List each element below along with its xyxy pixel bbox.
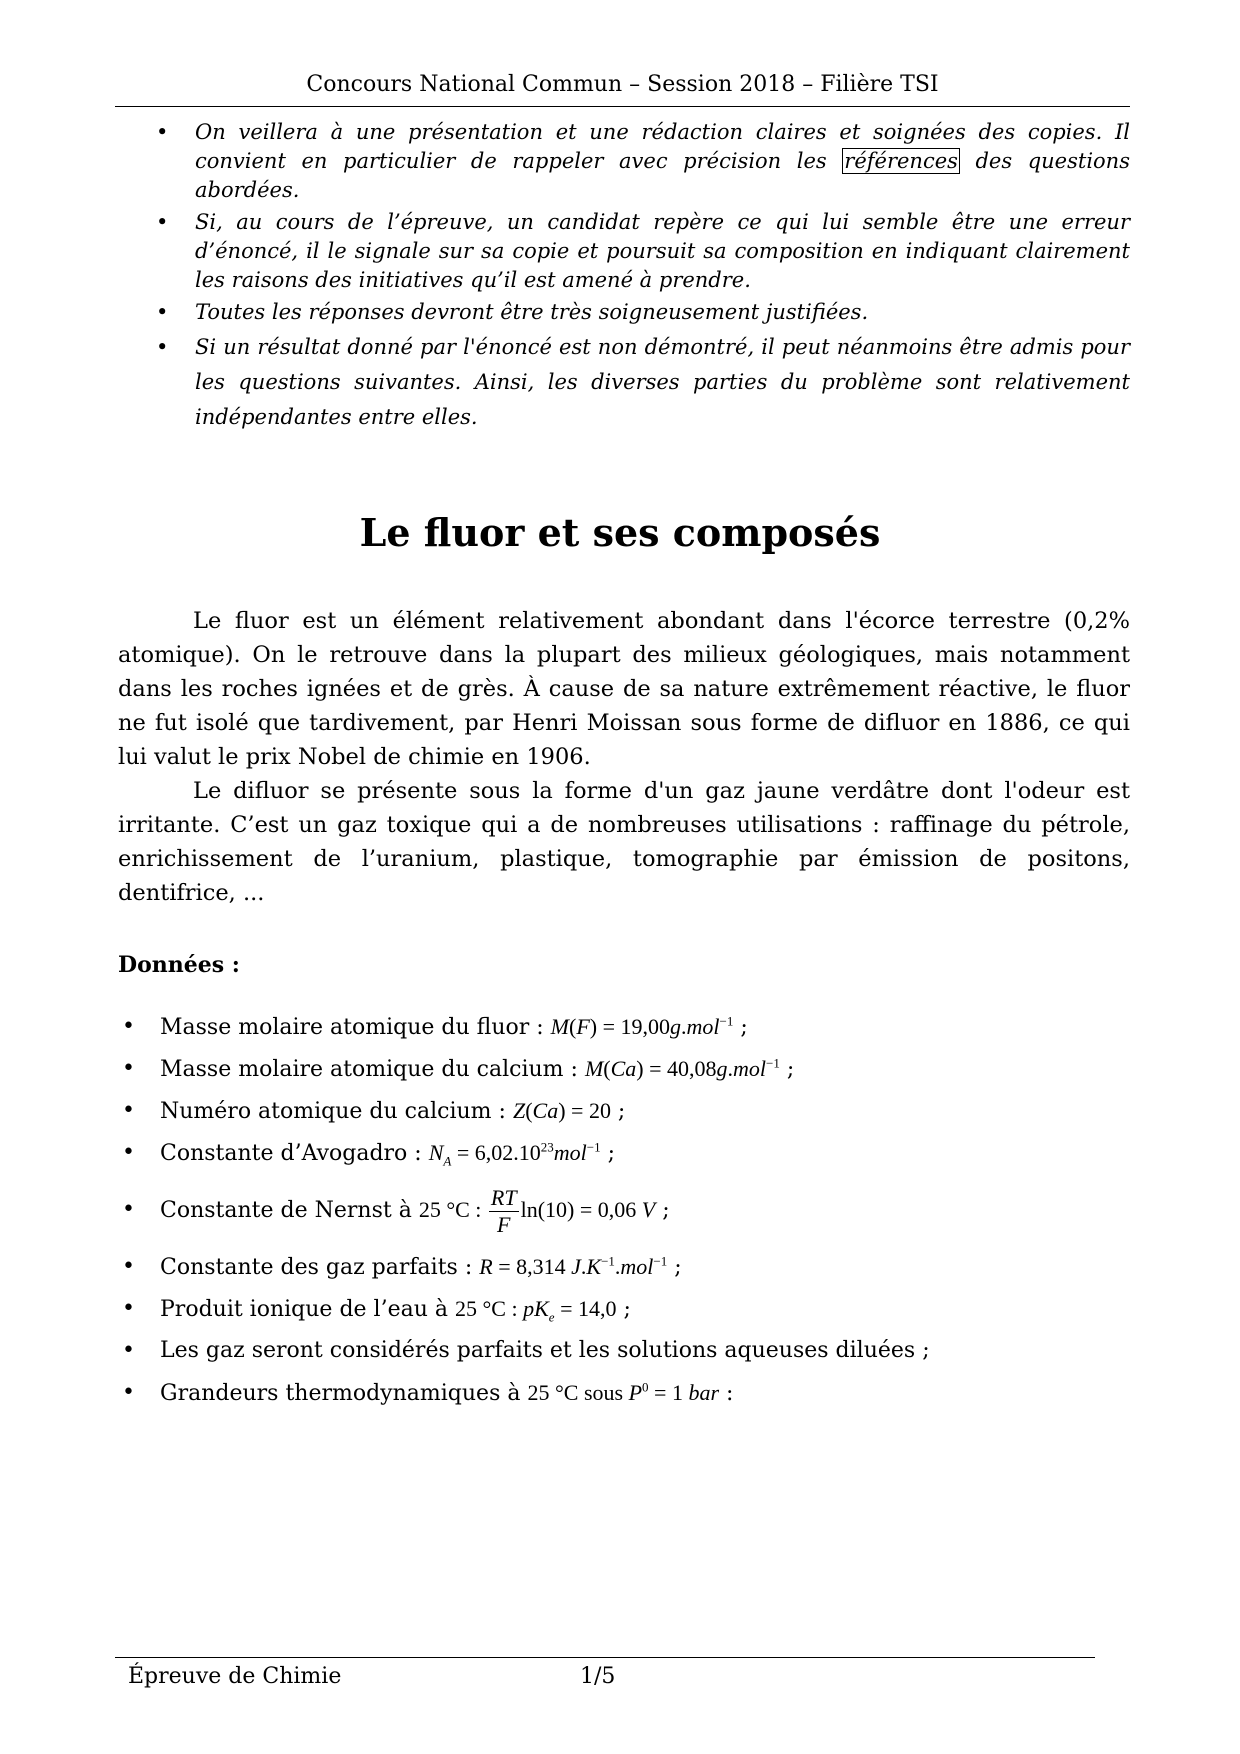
data-item-gas-constant: • Constante des gaz parfaits : R = 8,314 $J.K^{-1}.mol^{-1}$ ; — [118, 1246, 1130, 1288]
page-number: 1/5 — [580, 1664, 616, 1689]
footer-subject: Épreuve de Chimie — [128, 1664, 342, 1689]
intro-text — [118, 604, 1130, 910]
formula: M(F) = 19,00g.mol$^{-1}$ — [550, 1013, 734, 1039]
fraction: $\frac{RT}{F}$ — [490, 1185, 517, 1238]
data-item-water-ionic-product: • Produit ionique de l’eau à 25 °C : $pK_e = 14,0$ ; — [118, 1288, 1130, 1330]
formula: R = 8,314 $J.K^{-1}.mol^{-1}$ — [479, 1253, 668, 1279]
footer-rule — [115, 1657, 1095, 1658]
instruction-text: des questions abordées. — [195, 149, 1130, 202]
data-item-atomic-number-calcium: • Numéro atomique du calcium : Z(Ca) = 20 ; — [118, 1090, 1130, 1132]
page-title: Le fluor et ses composés — [359, 510, 881, 555]
instructions-list — [115, 118, 1130, 435]
formula: 25 °C : $\frac{RT}{F}$ ln(10) = 0,06 V — [418, 1185, 656, 1238]
formula: M(Ca) = 40,08g.mol$^{-1}$ — [584, 1055, 780, 1081]
data-item-assumption: • Les gaz seront considérés parfaits et les solutions aqueuses diluées ; — [118, 1330, 1130, 1372]
instruction-item: • Si, au cours de l’épreuve, un candidat repère ce qui lui semble être une erreur d’énoncé, il le signale sur sa copie et poursuit sa composition en indiquant clairement les raisons des initiatives qu’il est amené à prendre. — [115, 208, 1130, 295]
instruction-item: • Si un résultat donné par l'énoncé est non démontré, il peut néanmoins être admis pour les questions suivantes. Ainsi, les diverses parties du problème sont relativement indépendantes entre elles. — [115, 330, 1130, 435]
data-item-nernst: • Constante de Nernst à 25 °C : $\frac{RT}{F}$ ln(10) = 0,06 V ; — [118, 1174, 1130, 1246]
instruction-text: On veillera à une présentation et une rédaction claires et soignées des copies. Il convient en particulier de rappeler avec précision les — [195, 120, 1130, 173]
page-header: Concours National Commun – Session 2018 – Filière TSI — [306, 72, 939, 97]
formula: Z(Ca) = 20 — [512, 1098, 611, 1123]
paragraph: Le difluor se présente sous la forme d'un gaz jaune verdâtre dont l'odeur est irritante. C’est un gaz toxique qui a de nombreuses utilisations : raffinage du pétrole, enrichissement de l’uranium, plastique, tomographie par émission de positons, dentifrice, ... — [118, 778, 1130, 906]
data-item-thermo: • Grandeurs thermodynamiques à 25 °C sous $P^0 = 1$ bar : — [118, 1372, 1130, 1414]
data-heading: Données : — [118, 952, 240, 978]
formula: 25 °C sous $P^0 = 1$ bar — [527, 1379, 720, 1405]
boxed-word: références — [844, 149, 958, 173]
data-item-avogadro: • Constante d’Avogadro : $N_A = 6,02.10^{23}mol^{-1}$ ; — [118, 1132, 1130, 1174]
formula: $N_A = 6,02.10^{23}mol^{-1}$ — [428, 1139, 601, 1169]
instruction-item — [115, 118, 1130, 205]
formula: 25 °C : $pK_e = 14,0$ — [454, 1296, 617, 1325]
data-item-molar-mass-calcium: • Masse molaire atomique du calcium : M(Ca) = 40,08g.mol$^{-1}$ ; — [118, 1048, 1130, 1090]
instruction-item: • Toutes les réponses devront être très soigneusement justifiées. — [115, 298, 1130, 327]
header-rule — [115, 106, 1130, 107]
data-item-molar-mass-fluor: • Masse molaire atomique du fluor : M(F) = 19,00g.mol$^{-1}$ ; — [118, 1006, 1130, 1048]
data-list — [118, 1006, 1130, 1414]
paragraph: Le fluor est un élément relativement abondant dans l'écorce terrestre (0,2% atomique). On le retrouve dans la plupart des milieux géologiques, mais notamment dans les roches ignées et de grès. À cause de sa nature extrêmement réactive, le fluor ne fut isolé que tardivement, par Henri Moissan sous forme de difluor en 1886, ce qui lui valut le prix Nobel de chimie en 1906. — [118, 608, 1130, 770]
